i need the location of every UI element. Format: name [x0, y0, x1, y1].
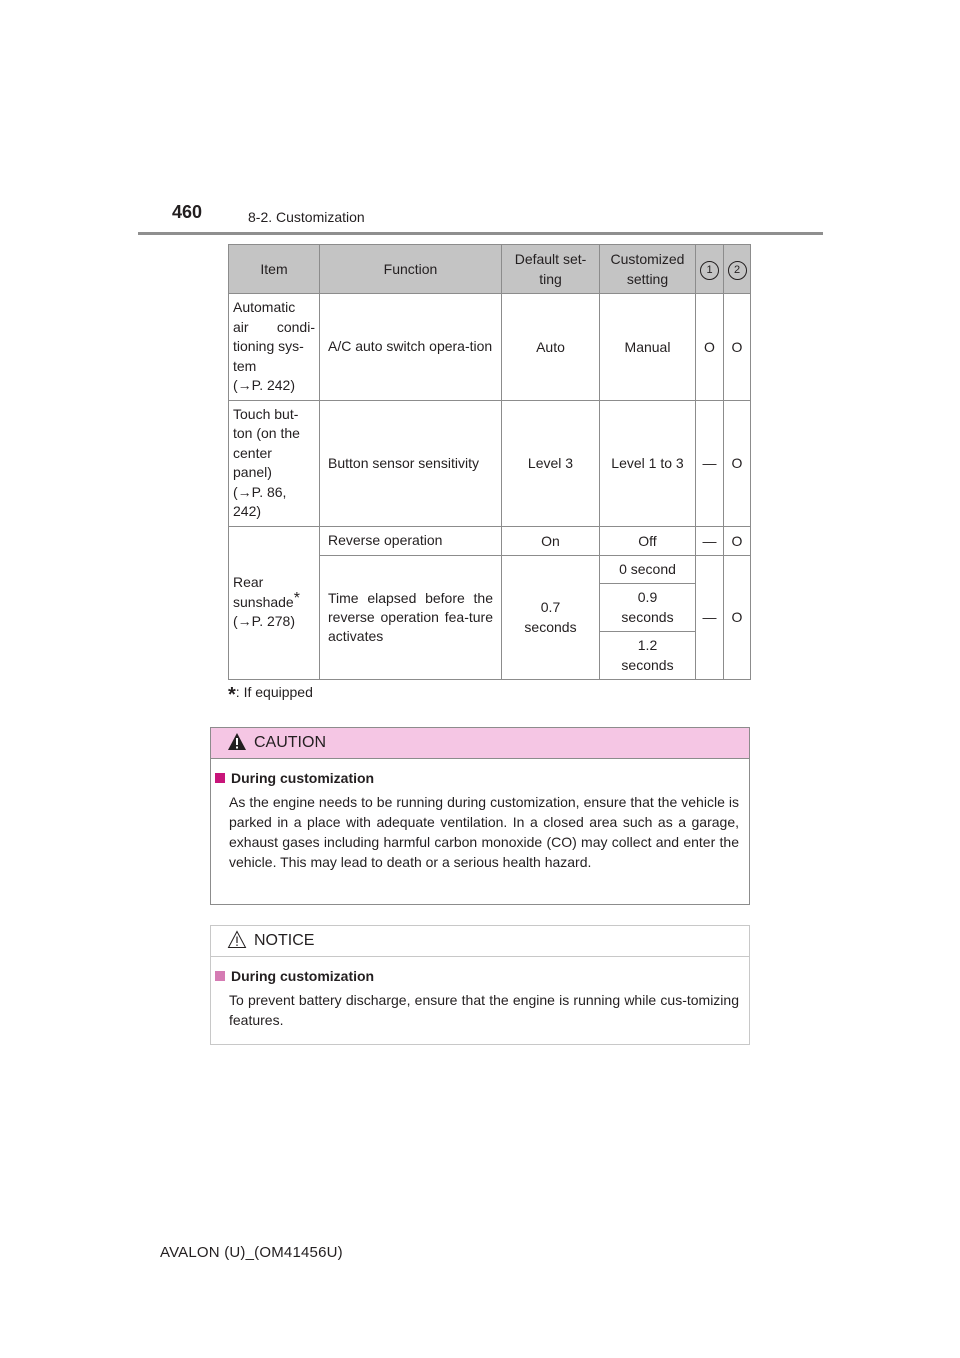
option-0-9-seconds — [600, 583, 696, 631]
customized-reverse: Off — [600, 526, 696, 555]
warning-triangle-outline-icon — [227, 930, 247, 949]
page-footer: AVALON (U)_(OM41456U) — [160, 1244, 343, 1261]
default-line: 0.7 — [540, 599, 561, 615]
option-line: seconds — [621, 609, 674, 625]
header-col-1 — [696, 245, 724, 294]
notice-subheading-text: During customization — [231, 968, 375, 984]
item-line: (→P. 242) — [233, 377, 295, 393]
default-line: seconds — [524, 619, 577, 635]
item-line: (→P. 278) — [233, 613, 295, 630]
col1-ac: O — [696, 294, 724, 401]
item-line: Rear — [233, 574, 264, 591]
customized-ac: Manual — [600, 294, 696, 401]
bullet-square-icon — [215, 773, 225, 783]
caution-subheading — [215, 770, 374, 786]
option-0-second: 0 second — [600, 555, 696, 583]
header-customized-line2: setting — [626, 271, 669, 287]
caution-body: As the engine needs to be running during customization, ensure that the vehicle is parked in a place with adequate ventilation. In a closed area such as a garage, exhaust gases including harmful carbon monoxide (CO) may collect and enter the vehicle. This may lead to death or a serious health hazard. — [229, 794, 739, 870]
table-row-ac — [229, 294, 751, 401]
item-line: Touch but- — [233, 405, 299, 422]
default-ac: Auto — [502, 294, 600, 401]
item-line: center — [233, 444, 272, 461]
header-rule — [138, 232, 823, 235]
col1-touch: — — [696, 400, 724, 526]
item-sunshade — [229, 526, 320, 679]
item-line: air condi- — [233, 318, 315, 335]
header-col-2 — [724, 245, 751, 294]
item-line: panel) — [233, 464, 272, 480]
notice-body: To prevent battery discharge, ensure that the engine is running while cus-tomizing features. — [229, 992, 739, 1028]
col1-reverse: — — [696, 526, 724, 555]
item-line: (→P. 86, — [233, 483, 287, 500]
bullet-square-icon — [215, 971, 225, 981]
circled-1-icon: 1 — [700, 261, 719, 280]
function-touch: Button sensor sensitivity — [320, 400, 502, 526]
col2-ac: O — [724, 294, 751, 401]
page-number: 460 — [172, 202, 203, 222]
caution-box — [210, 727, 750, 905]
caution-subheading-text: During customization — [231, 770, 375, 786]
function-elapsed: Time elapsed before the reverse operation fea-ture activates — [320, 555, 502, 679]
table-header-row — [229, 245, 751, 294]
option-line: 1.2 — [637, 637, 658, 653]
function-reverse: Reverse operation — [320, 526, 502, 555]
notice-title: NOTICE — [254, 932, 315, 949]
col2-reverse: O — [724, 526, 751, 555]
footnote-text: : If equipped — [235, 684, 313, 700]
item-touch — [229, 400, 320, 526]
option-line: 0.9 — [637, 589, 658, 605]
item-line: Automatic — [233, 299, 296, 315]
option-line: seconds — [621, 657, 674, 673]
default-elapsed — [502, 555, 600, 679]
default-reverse: On — [502, 526, 600, 555]
notice-box — [210, 925, 750, 1045]
header-customized-line1: Customized — [610, 251, 685, 267]
header-function: Function — [320, 245, 502, 294]
table-row-touch — [229, 400, 751, 526]
item-line: tem — [233, 357, 257, 374]
footnote — [228, 684, 313, 707]
header-default-line2: ting — [539, 271, 562, 287]
footnote-star: * — [228, 684, 236, 706]
col1-elapsed: — — [696, 555, 724, 679]
notice-header — [211, 926, 749, 957]
customized-touch: Level 1 to 3 — [600, 400, 696, 526]
header-default — [502, 245, 600, 294]
default-touch: Level 3 — [502, 400, 600, 526]
function-ac: A/C auto switch opera-tion — [320, 294, 502, 401]
caution-title: CAUTION — [254, 734, 326, 751]
item-line: tioning sys- — [233, 338, 304, 354]
item-ac — [229, 294, 320, 401]
circled-2-icon: 2 — [728, 261, 747, 280]
section-title: 8-2. Customization — [248, 209, 365, 225]
customization-table — [228, 244, 751, 680]
header-default-line1: Default set- — [514, 251, 587, 267]
header-item: Item — [229, 245, 320, 294]
item-text: sunshade — [233, 593, 294, 610]
warning-triangle-icon — [227, 732, 247, 751]
col2-elapsed: O — [724, 555, 751, 679]
caution-header — [211, 728, 749, 759]
footnote-marker: * — [293, 589, 300, 607]
table-row-sunshade-reverse — [229, 526, 751, 555]
item-line: ton (on the — [233, 425, 300, 441]
notice-subheading — [215, 968, 374, 984]
item-line — [233, 589, 315, 613]
col2-touch: O — [724, 400, 751, 526]
item-line: 242) — [233, 503, 262, 519]
header-customized — [600, 245, 696, 294]
option-1-2-seconds — [600, 631, 696, 679]
